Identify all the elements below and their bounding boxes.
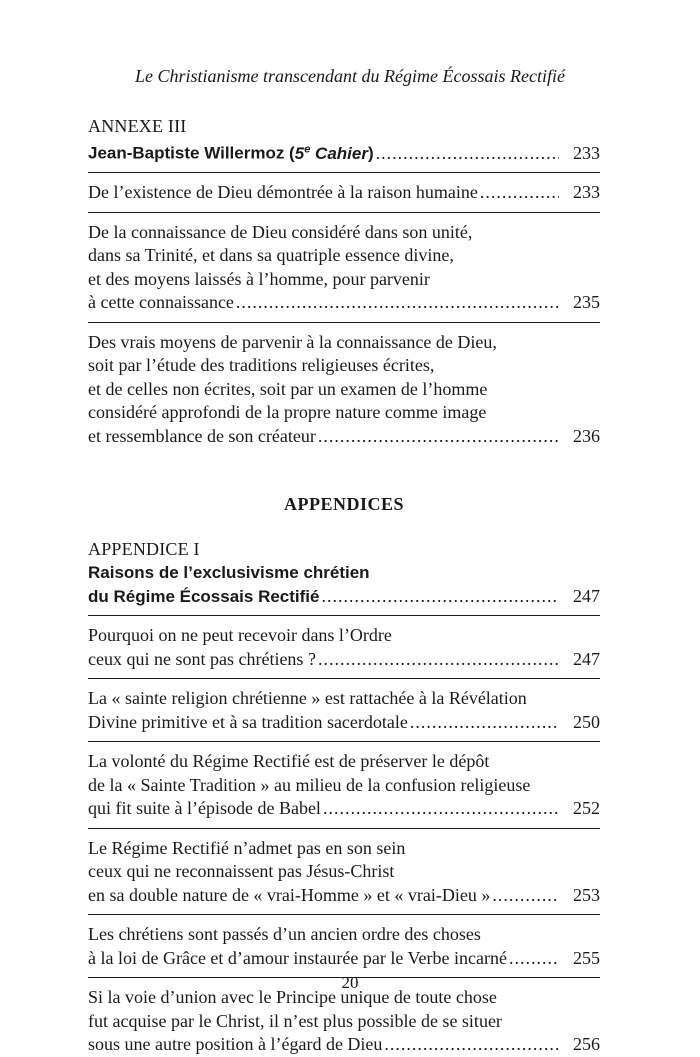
toc-entry (88, 221, 600, 315)
divider (88, 828, 600, 829)
page-ref: 253 (573, 884, 600, 905)
entry-line: sous une autre position à l’égard de Dieu (88, 1034, 383, 1055)
dot-leader (318, 425, 559, 449)
page-ref: 233 (573, 142, 600, 163)
toc-entry (88, 331, 600, 449)
divider (88, 322, 600, 323)
appendix-title-line: Raisons de l’exclusivisme chrétien (88, 563, 370, 583)
dot-leader (323, 797, 559, 821)
entry-line: dans sa Trinité, et dans sa quatriple essence divine, (88, 245, 454, 266)
dot-leader (318, 648, 559, 672)
entry-line: La « sainte religion chrétienne » est rattachée à la Révélation (88, 688, 527, 709)
entry-line: Des vrais moyens de parvenir à la connaissance de Dieu, (88, 331, 497, 352)
toc-entry (88, 837, 600, 908)
entry-line: de la « Sainte Tradition » au milieu de la confusion religieuse (88, 774, 531, 795)
page-ref: 252 (573, 798, 600, 819)
page-ref: 250 (573, 711, 600, 732)
page-ref: 235 (573, 292, 600, 313)
toc-entry (88, 181, 600, 205)
toc-entry (88, 923, 600, 970)
divider (88, 615, 600, 616)
dot-leader (384, 1033, 559, 1057)
dot-leader (410, 711, 559, 735)
divider (88, 678, 600, 679)
divider (88, 172, 600, 173)
toc-entry (88, 624, 600, 671)
page-ref: 236 (573, 425, 600, 446)
toc-entry (88, 986, 600, 1057)
appendix-title-line: du Régime Écossais Rectifié (88, 586, 320, 606)
divider (88, 212, 600, 213)
entry-line: Si la voie d’union avec le Principe unique de toute chose (88, 987, 497, 1008)
entry-line: Pourquoi on ne peut recevoir dans l’Ordre (88, 625, 392, 646)
page-ref: 256 (573, 1034, 600, 1055)
entry-line: ceux qui ne sont pas chrétiens ? (88, 648, 316, 669)
entry-line: De la connaissance de Dieu considéré dans son unité, (88, 221, 473, 242)
dot-leader (376, 142, 559, 166)
entry-line: à la loi de Grâce et d’amour instaurée par le Verbe incarné (88, 947, 507, 968)
toc-entry (88, 750, 600, 821)
dot-leader (509, 947, 559, 971)
running-head: Le Christianisme transcendant du Régime Écossais Rectifié (135, 66, 565, 86)
page-ref: 247 (573, 648, 600, 669)
dot-leader (480, 181, 559, 205)
dot-leader (492, 884, 559, 908)
entry-line: considéré approfondi de la propre nature comme image (88, 402, 487, 423)
toc-entry (88, 687, 600, 734)
entry-line: et ressemblance de son créateur (88, 425, 316, 446)
entry-line: De l’existence de Dieu démontrée à la raison humaine (88, 182, 478, 203)
divider (88, 914, 600, 915)
page-ref: 255 (573, 947, 600, 968)
dot-leader (236, 291, 559, 315)
appendix-title-entry (88, 561, 600, 608)
entry-line: Les chrétiens sont passés d’un ancien ordre des choses (88, 924, 481, 945)
annex-label: ANNEXE III (88, 116, 187, 136)
annex-title-entry (88, 138, 600, 165)
entry-line: Divine primitive et à sa tradition sacerdotale (88, 711, 408, 732)
annex-entries (88, 181, 600, 448)
table-of-contents (88, 114, 600, 1057)
page-ref: 233 (573, 182, 600, 203)
entry-line: et de celles non écrites, soit par un examen de l’homme (88, 378, 488, 399)
appendix-label: APPENDICE I (88, 539, 200, 560)
dot-leader (321, 585, 559, 609)
entry-line: La volonté du Régime Rectifié est de préserver le dépôt (88, 751, 490, 772)
entry-line: fut acquise par le Christ, il n’est plus possible de se situer (88, 1010, 502, 1031)
section-heading: APPENDICES (283, 494, 404, 515)
entry-line: en sa double nature de « vrai-Homme » et « vrai-Dieu » (88, 884, 491, 905)
divider (88, 741, 600, 742)
entry-line: ceux qui ne reconnaissent pas Jésus-Christ (88, 861, 395, 882)
page-ref: 247 (573, 585, 600, 606)
entry-line: à cette connaissance (88, 292, 234, 313)
page-number: 20 (341, 973, 359, 992)
entry-line: soit par l’étude des traditions religieuses écrites, (88, 355, 435, 376)
entry-line: et des moyens laissés à l’homme, pour parvenir (88, 268, 430, 289)
annex-title: Jean-Baptiste Willermoz (5e Cahier) (88, 143, 374, 163)
entry-line: qui fit suite à l’épisode de Babel (88, 798, 321, 819)
entry-line: Le Régime Rectifié n’admet pas en son sein (88, 837, 406, 858)
